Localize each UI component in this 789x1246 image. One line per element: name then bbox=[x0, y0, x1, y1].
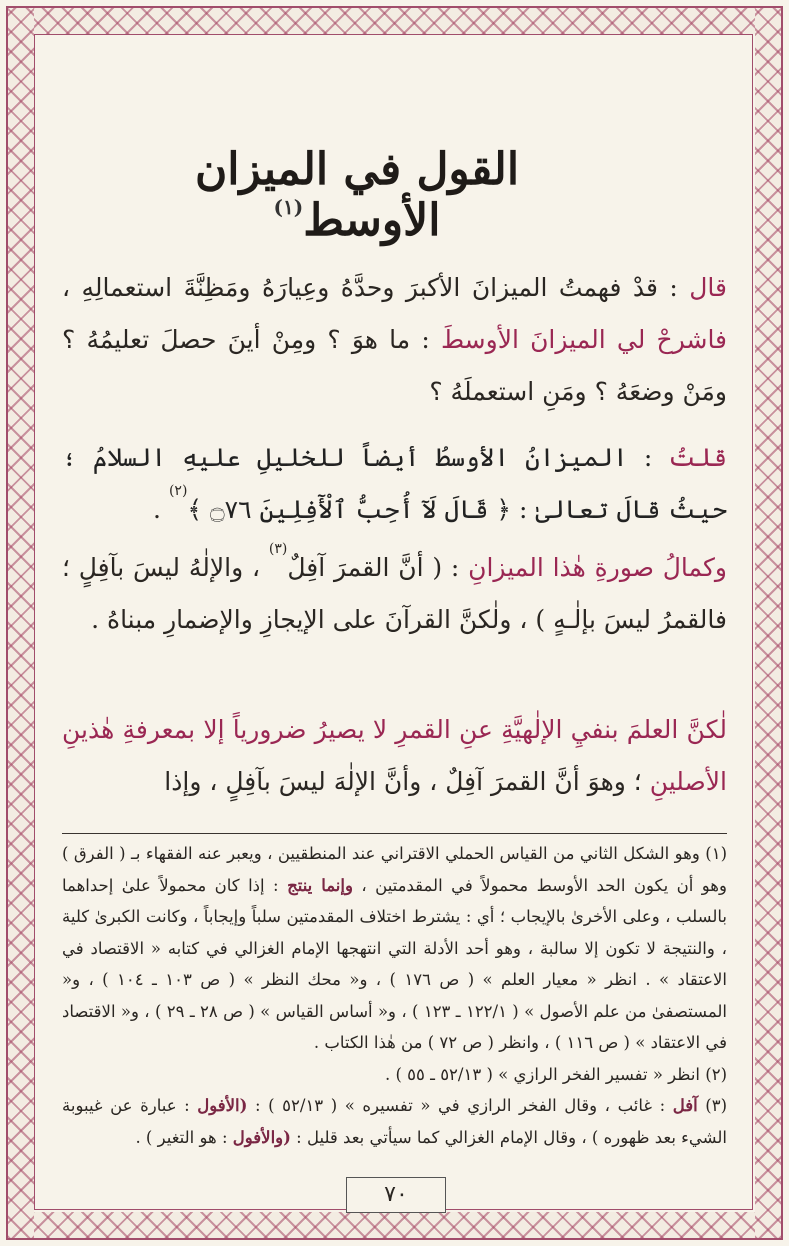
paragraph-1 bbox=[62, 262, 727, 418]
paragraph-1-text: : قدْ فهمتُ الميزانَ الأكبرَ وحدَّهُ وعِيارَهُ ومَظِنَّةَ استعمالِهِ ، bbox=[62, 273, 690, 302]
page-number: ٧٠ bbox=[346, 1177, 446, 1213]
paragraph-3-lead: وكمالُ صورةِ هٰذا الميزانِ bbox=[468, 553, 727, 582]
footnote-1 bbox=[62, 838, 727, 1059]
footnote-3-num: (٣) bbox=[697, 1096, 728, 1115]
footnote-3-part-g: : هو التغير ) . bbox=[135, 1127, 233, 1147]
paragraph-4-rest: ؛ وهوَ أنَّ القمرَ آفِلٌ ، وأنَّ الإلٰهَ ليسَ بآفِلٍ ، وإذا bbox=[164, 767, 650, 796]
footnote-1-part-a: (١) وهو الشكل الثاني من القياس الحملي الاقتراني عند المنطقيين ، ويعبر عنه الفقهاء بـ ( الفرق ) وهو أن يكون الحد الأوسط محمولاً في المقدمتين ، bbox=[62, 844, 727, 895]
footnote-3-part-e: : عبارة عن غيبوبة الشيء بعد ظهوره ) ، وقال الإمام الغزالي كما سيأتي بعد قليل : bbox=[62, 1096, 727, 1147]
footnote-ref-3: (٣) bbox=[268, 541, 288, 557]
footnote-1-part-c: : إذا كان محمولاً علىٰ إحداهما بالسلب ، وعلى الأخرىٰ بالإيجاب ؛ أي : يشترط اختلاف المقدمتين سلباً وإيجاباً ، وكانت الكبرىٰ كلية ، والنتيجة لا تكون إلا سالبة ، وهو أحد الأدلة التي انتهجها الإمام الغزالي في كتابه « الاقتصاد في الاعتقاد » . انظر « معيار العلم » ( ص ١٧٦ ) ، و« محك النظر » ( ص ١٠٣ ـ ١٠٤ ) ، و« المستصفىٰ من علم الأصول » ( ١٢٢/١ ـ ١٢٣ ) ، و« أساس القياس » ( ص ٢٨ ـ ٢٩ ) ، و« الاقتصاد في الاعتقاد » ( ص ١١٦ ) ، وانظر ( ص ٧٢ ) من هٰذا الكتاب . bbox=[62, 875, 728, 1052]
paragraph-3 bbox=[62, 542, 727, 646]
title-footnote-ref: (١) bbox=[273, 195, 304, 219]
footnote-3-part-c: : غائب ، وقال الفخر الرازي في « تفسيره » ( ٥٢/١٣ ) : bbox=[247, 1096, 673, 1115]
paragraph-2: قلتُ : الميزانُ الأوسطُ أيضاً للخليلِ عليهِ السلامُ ؛ حيثُ قالَ تعالىٰ : ﴿ قَالَ لَآ أُحِبُّ ٱلْأٓفِلِينَ ۝٧٦ ﴾$^{(٢)}$ . bbox=[62, 443, 727, 524]
footnote-divider bbox=[62, 833, 727, 834]
chapter-title bbox=[147, 144, 567, 246]
speaker-label-2: قلتُ bbox=[668, 443, 727, 472]
paragraph-4-text: لٰكنَّ العلمَ بنفيِ الإلٰهيَّةِ عنِ القمرِ لا يصيرُ ضرورياً إلا بمعرفةِ هٰذينِ الأصلينِ bbox=[62, 715, 727, 796]
speaker-label: قال bbox=[689, 273, 727, 302]
footnote-3 bbox=[62, 1090, 727, 1153]
paragraph-2-text: : الميزانُ الأوسطُ أيضاً للخليلِ عليهِ السلامُ ؛ حيثُ قالَ تعالىٰ : ﴿ قَالَ لَآ أُحِبُّ ٱلْأٓفِلِينَ ۝٧٦ ﴾ bbox=[62, 443, 727, 524]
paragraph-3-b: ، والإلٰهُ ليسَ بآفِلٍ ؛ فالقمرُ ليسَ بإلٰـهٍ ) ، ولٰكنَّ القرآنَ على الإيجازِ والإضمارِ مبناهُ . bbox=[62, 553, 727, 634]
footnote-1-bold: وإنما ينتج bbox=[287, 875, 353, 895]
footnote-ref-2: (٢) bbox=[168, 483, 188, 499]
paragraph-1-request: فاشرحْ لي الميزانَ الأوسطَ bbox=[440, 325, 728, 354]
footnotes bbox=[62, 838, 727, 1153]
footnote-2: (٢) انظر « تفسير الفخر الرازي » ( ٥٢/١٣ ـ ٥٥ ) . bbox=[384, 1064, 727, 1084]
paragraph-1-rest: : ما هوَ ؟ ومِنْ أينَ حصلَ تعليمُهُ ؟ ومَنْ وضعَهُ ؟ ومَنِ استعملَهُ ؟ bbox=[62, 325, 727, 406]
footnote-3-term: آفل bbox=[672, 1096, 698, 1115]
paragraph-3-a: : ( أنَّ القمرَ آفِلٌ bbox=[287, 553, 469, 582]
footnote-3-bold-1: (الأفول bbox=[197, 1096, 248, 1115]
paragraph-4 bbox=[62, 704, 727, 808]
chapter-title-text: القول في الميزان الأوسط bbox=[194, 144, 520, 246]
footnote-3-bold-2: (والأفول bbox=[232, 1127, 291, 1147]
page-content bbox=[62, 52, 727, 1202]
